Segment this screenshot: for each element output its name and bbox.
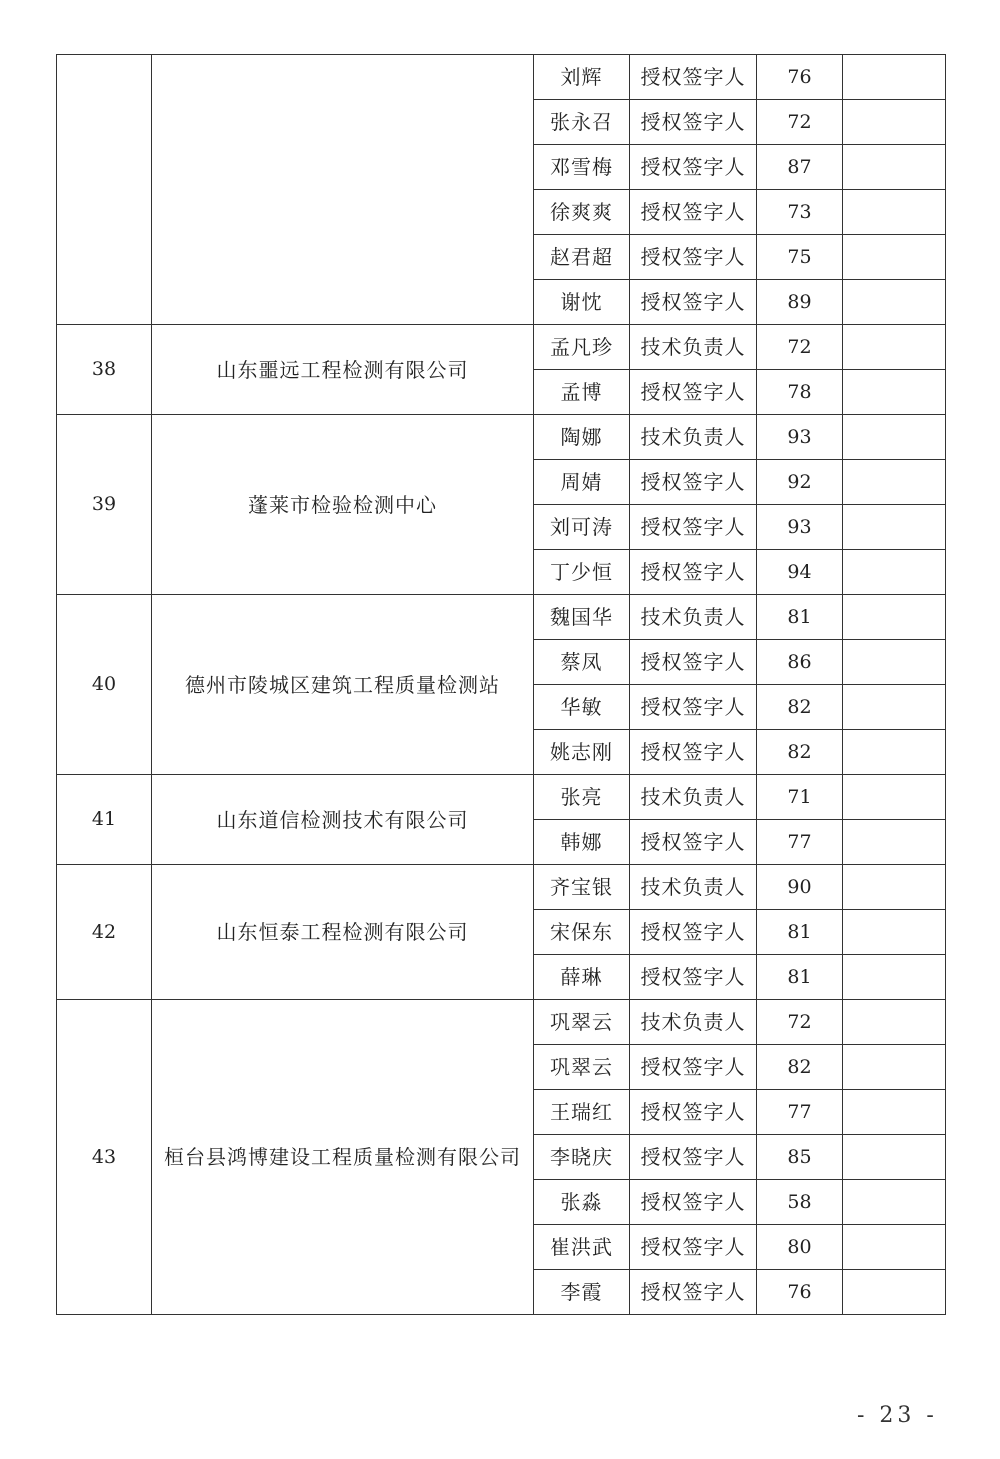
person-role-cell: 授权签字人	[630, 685, 757, 730]
person-name-cell: 蔡凤	[534, 640, 630, 685]
person-name-cell: 张永召	[534, 100, 630, 145]
score-cell: 58	[757, 1180, 843, 1225]
score-cell: 82	[757, 685, 843, 730]
remark-cell	[843, 865, 946, 910]
org-name-cell: 山东恒泰工程检测有限公司	[152, 865, 534, 1000]
table-row	[57, 55, 946, 100]
org-name-cell: 山东噩远工程检测有限公司	[152, 325, 534, 415]
person-role-cell: 授权签字人	[630, 100, 757, 145]
remark-cell	[843, 910, 946, 955]
remark-cell	[843, 460, 946, 505]
score-cell: 72	[757, 100, 843, 145]
person-name-cell: 张淼	[534, 1180, 630, 1225]
score-cell: 87	[757, 145, 843, 190]
person-role-cell: 技术负责人	[630, 775, 757, 820]
remark-cell	[843, 280, 946, 325]
score-cell: 77	[757, 1090, 843, 1135]
remark-cell	[843, 370, 946, 415]
person-role-cell: 授权签字人	[630, 955, 757, 1000]
remark-cell	[843, 1180, 946, 1225]
person-role-cell: 授权签字人	[630, 550, 757, 595]
person-name-cell: 孟凡珍	[534, 325, 630, 370]
score-cell: 89	[757, 280, 843, 325]
person-role-cell: 授权签字人	[630, 820, 757, 865]
remark-cell	[843, 1000, 946, 1045]
remark-cell	[843, 550, 946, 595]
score-cell: 81	[757, 955, 843, 1000]
remark-cell	[843, 415, 946, 460]
person-name-cell: 周婧	[534, 460, 630, 505]
person-role-cell: 技术负责人	[630, 595, 757, 640]
score-cell: 77	[757, 820, 843, 865]
remark-cell	[843, 190, 946, 235]
remark-cell	[843, 1270, 946, 1315]
score-cell: 80	[757, 1225, 843, 1270]
person-name-cell: 华敏	[534, 685, 630, 730]
remark-cell	[843, 685, 946, 730]
person-name-cell: 魏国华	[534, 595, 630, 640]
person-name-cell: 王瑞红	[534, 1090, 630, 1135]
score-cell: 76	[757, 1270, 843, 1315]
person-name-cell: 姚志刚	[534, 730, 630, 775]
person-role-cell: 授权签字人	[630, 190, 757, 235]
score-cell: 78	[757, 370, 843, 415]
score-cell: 71	[757, 775, 843, 820]
person-name-cell: 齐宝银	[534, 865, 630, 910]
person-role-cell: 授权签字人	[630, 145, 757, 190]
person-role-cell: 授权签字人	[630, 640, 757, 685]
person-name-cell: 张亮	[534, 775, 630, 820]
person-name-cell: 徐爽爽	[534, 190, 630, 235]
org-number-cell: 43	[57, 1000, 152, 1315]
score-cell: 93	[757, 505, 843, 550]
remark-cell	[843, 100, 946, 145]
person-role-cell: 授权签字人	[630, 1180, 757, 1225]
remark-cell	[843, 505, 946, 550]
score-cell: 86	[757, 640, 843, 685]
score-cell: 76	[757, 55, 843, 100]
remark-cell	[843, 325, 946, 370]
org-name-cell: 桓台县鸿博建设工程质量检测有限公司	[152, 1000, 534, 1315]
score-cell: 85	[757, 1135, 843, 1180]
person-role-cell: 授权签字人	[630, 55, 757, 100]
person-name-cell: 巩翠云	[534, 1000, 630, 1045]
person-role-cell: 授权签字人	[630, 1135, 757, 1180]
remark-cell	[843, 955, 946, 1000]
person-name-cell: 陶娜	[534, 415, 630, 460]
table-row	[57, 865, 946, 910]
score-cell: 82	[757, 730, 843, 775]
remark-cell	[843, 730, 946, 775]
person-role-cell: 授权签字人	[630, 1225, 757, 1270]
org-number-cell: 40	[57, 595, 152, 775]
person-role-cell: 授权签字人	[630, 1270, 757, 1315]
org-number-cell: 41	[57, 775, 152, 865]
remark-cell	[843, 640, 946, 685]
person-name-cell: 薛琳	[534, 955, 630, 1000]
score-cell: 94	[757, 550, 843, 595]
person-role-cell: 授权签字人	[630, 910, 757, 955]
remark-cell	[843, 1090, 946, 1135]
table-row	[57, 595, 946, 640]
score-cell: 81	[757, 595, 843, 640]
person-name-cell: 刘可涛	[534, 505, 630, 550]
person-name-cell: 谢忱	[534, 280, 630, 325]
remark-cell	[843, 1135, 946, 1180]
person-name-cell: 崔洪武	[534, 1225, 630, 1270]
person-role-cell: 技术负责人	[630, 325, 757, 370]
remark-cell	[843, 1225, 946, 1270]
score-table	[56, 54, 946, 1315]
person-name-cell: 韩娜	[534, 820, 630, 865]
org-name-cell	[152, 55, 534, 325]
score-cell: 82	[757, 1045, 843, 1090]
person-role-cell: 技术负责人	[630, 1000, 757, 1045]
remark-cell	[843, 55, 946, 100]
org-name-cell: 德州市陵城区建筑工程质量检测站	[152, 595, 534, 775]
org-name-cell: 山东道信检测技术有限公司	[152, 775, 534, 865]
person-name-cell: 巩翠云	[534, 1045, 630, 1090]
org-number-cell: 39	[57, 415, 152, 595]
person-role-cell: 授权签字人	[630, 280, 757, 325]
table-row	[57, 325, 946, 370]
remark-cell	[843, 820, 946, 865]
person-name-cell: 李晓庆	[534, 1135, 630, 1180]
person-name-cell: 宋保东	[534, 910, 630, 955]
person-name-cell: 赵君超	[534, 235, 630, 280]
remark-cell	[843, 145, 946, 190]
person-name-cell: 刘辉	[534, 55, 630, 100]
org-number-cell: 38	[57, 325, 152, 415]
score-cell: 72	[757, 325, 843, 370]
person-name-cell: 孟博	[534, 370, 630, 415]
table-row	[57, 775, 946, 820]
person-role-cell: 技术负责人	[630, 415, 757, 460]
person-name-cell: 丁少恒	[534, 550, 630, 595]
person-role-cell: 授权签字人	[630, 730, 757, 775]
score-cell: 81	[757, 910, 843, 955]
person-role-cell: 授权签字人	[630, 370, 757, 415]
score-cell: 72	[757, 1000, 843, 1045]
person-name-cell: 邓雪梅	[534, 145, 630, 190]
person-role-cell: 技术负责人	[630, 865, 757, 910]
remark-cell	[843, 595, 946, 640]
remark-cell	[843, 775, 946, 820]
org-number-cell	[57, 55, 152, 325]
remark-cell	[843, 1045, 946, 1090]
score-cell: 73	[757, 190, 843, 235]
score-cell: 93	[757, 415, 843, 460]
score-cell: 92	[757, 460, 843, 505]
table-row	[57, 415, 946, 460]
person-role-cell: 授权签字人	[630, 1045, 757, 1090]
person-role-cell: 授权签字人	[630, 460, 757, 505]
person-role-cell: 授权签字人	[630, 235, 757, 280]
org-name-cell: 蓬莱市检验检测中心	[152, 415, 534, 595]
table-row	[57, 1000, 946, 1045]
page-number: - 23 -	[857, 1403, 938, 1428]
score-cell: 75	[757, 235, 843, 280]
org-number-cell: 42	[57, 865, 152, 1000]
remark-cell	[843, 235, 946, 280]
person-role-cell: 授权签字人	[630, 1090, 757, 1135]
person-name-cell: 李霞	[534, 1270, 630, 1315]
score-cell: 90	[757, 865, 843, 910]
person-role-cell: 授权签字人	[630, 505, 757, 550]
